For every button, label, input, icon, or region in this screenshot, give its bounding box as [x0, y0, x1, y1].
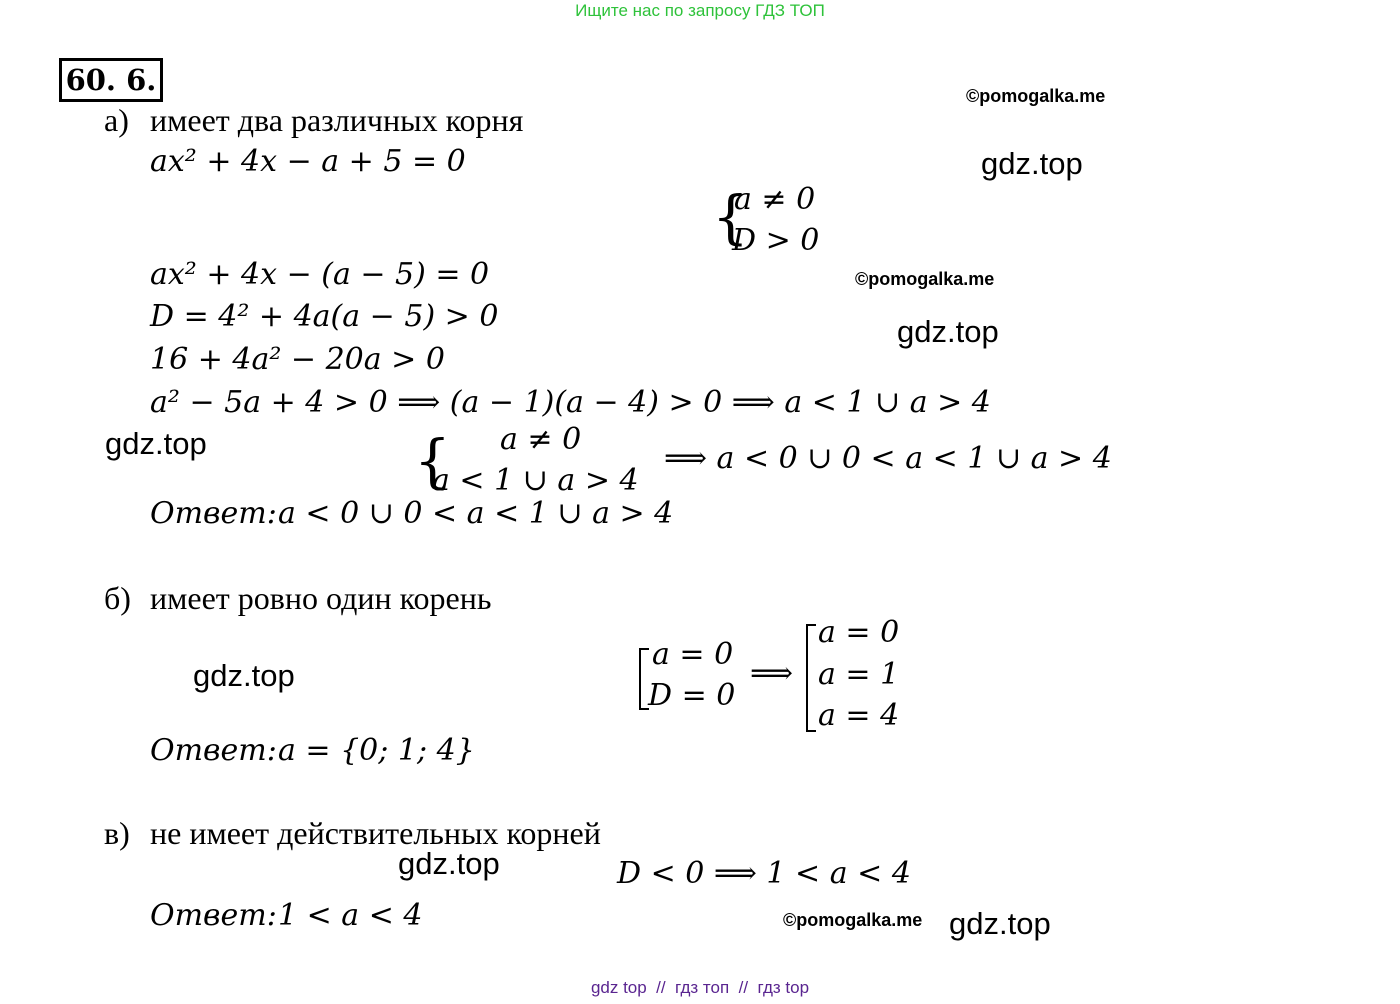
watermark-gdz: gdz.top: [398, 846, 500, 881]
part-b-answer: a = {0; 1; 4}: [278, 733, 475, 768]
part-b-label: б): [104, 580, 131, 616]
watermark-gdz: gdz.top: [193, 658, 295, 693]
bracket: [806, 624, 816, 732]
problem-number: 60. 6.: [59, 58, 163, 102]
watermark-pomogalka: ©pomogalka.me: [855, 269, 995, 289]
watermark-gdz: gdz.top: [981, 146, 1083, 181]
part-b-result: a = 4: [818, 698, 900, 733]
part-a-system-line: D > 0: [732, 223, 820, 258]
system-brace: {: [712, 183, 749, 251]
part-b-system-line: D = 0: [648, 678, 736, 713]
part-c-step: D < 0 ⟹ 1 < a < 4: [617, 856, 911, 891]
part-a-implication: ⟹ a < 0 ∪ 0 < a < 1 ∪ a > 4: [664, 441, 1112, 476]
answer-label: Ответ:: [150, 898, 277, 933]
part-a-label: а): [104, 102, 129, 138]
watermark-pomogalka: ©pomogalka.me: [783, 910, 923, 930]
part-a-title: имеет два различных корня: [150, 102, 524, 138]
implies-arrow: ⟹: [750, 656, 794, 691]
part-a-system2-line: a ≠ 0: [500, 422, 582, 457]
part-b-result: a = 0: [818, 615, 900, 650]
part-a-step: 16 + 4a² − 20a > 0: [150, 342, 445, 377]
system-brace: {: [414, 427, 451, 495]
part-c-answer: 1 < a < 4: [278, 898, 423, 933]
answer-label: Ответ:: [150, 733, 277, 768]
part-a-system-line: a ≠ 0: [734, 182, 816, 217]
watermark-gdz: gdz.top: [949, 906, 1051, 941]
part-a-step: a² − 5a + 4 > 0 ⟹ (a − 1)(a − 4) > 0 ⟹ a < 1 ∪ a > 4: [150, 385, 991, 420]
answer-label: Ответ:: [150, 496, 277, 531]
header-banner: Ищите нас по запросу ГДЗ ТОП: [575, 1, 825, 20]
part-a-equation: ax² + 4x − a + 5 = 0: [150, 144, 466, 179]
part-c-title: не имеет действительных корней: [150, 815, 601, 851]
watermark-pomogalka: ©pomogalka.me: [966, 86, 1106, 106]
part-a-step: ax² + 4x − (a − 5) = 0: [150, 257, 490, 292]
watermark-gdz: gdz.top: [897, 314, 999, 349]
part-b-title: имеет ровно один корень: [150, 580, 492, 616]
footer-links: gdz top // гдз топ // гдз top: [590, 978, 810, 997]
watermark-gdz: gdz.top: [105, 426, 207, 461]
part-b-system-line: a = 0: [652, 637, 734, 672]
part-a-step: D = 4² + 4a(a − 5) > 0: [150, 299, 499, 334]
part-a-answer: a < 0 ∪ 0 < a < 1 ∪ a > 4: [278, 496, 674, 531]
part-a-system2-line: a < 1 ∪ a > 4: [432, 463, 639, 498]
part-c-label: в): [104, 815, 130, 851]
part-b-result: a = 1: [818, 657, 900, 692]
